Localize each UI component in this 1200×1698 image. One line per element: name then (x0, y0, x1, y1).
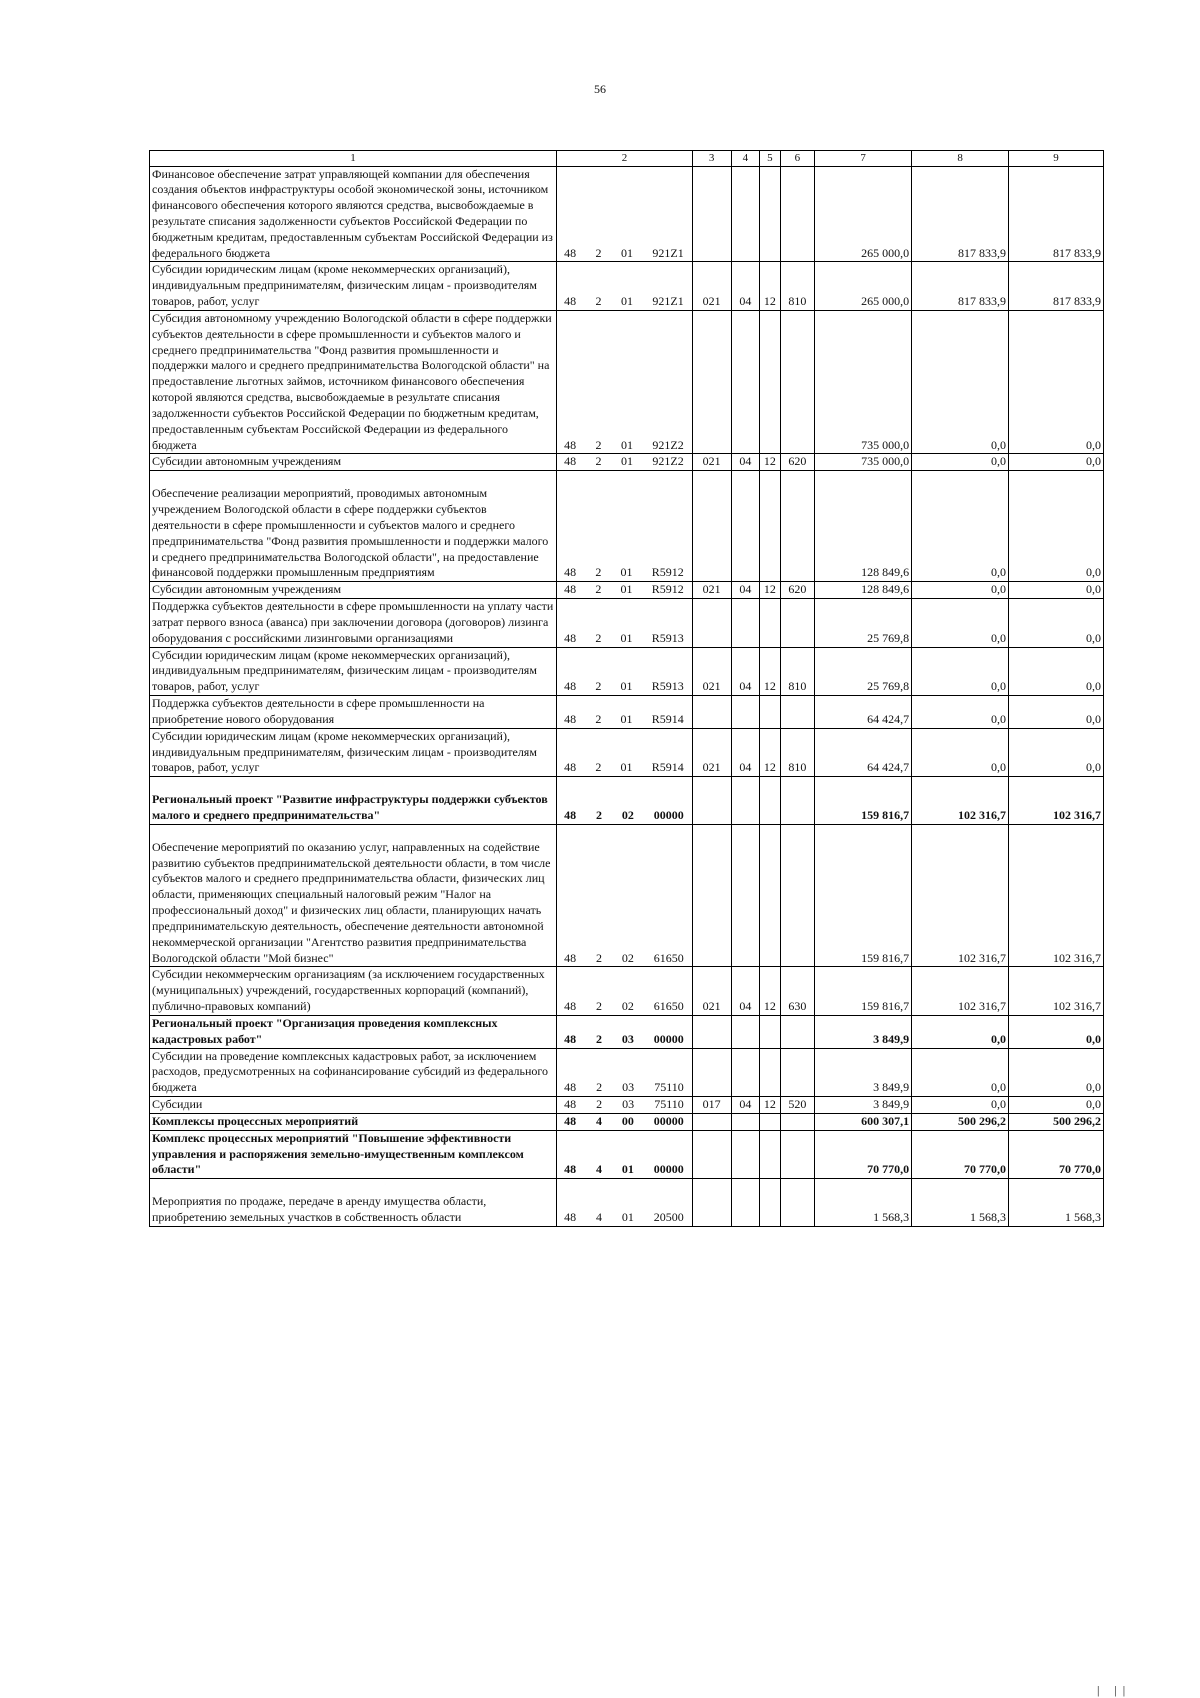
code-part: 48 (564, 679, 577, 694)
row-amount-7: 159 816,7 (815, 824, 912, 967)
row-col-6 (780, 1015, 815, 1048)
row-amount-9: 500 296,2 (1009, 1113, 1104, 1130)
code-part: R5912 (651, 582, 684, 597)
row-code (557, 1097, 693, 1114)
code-part: 48 (564, 582, 577, 597)
row-col-4 (731, 599, 760, 647)
row-col-5: 12 (760, 967, 780, 1015)
code-part: 48 (564, 999, 577, 1014)
row-description (150, 582, 557, 599)
row-col-6 (780, 824, 815, 967)
table-row (150, 647, 1104, 695)
row-description (150, 777, 557, 825)
row-amount-7: 25 769,8 (815, 599, 912, 647)
row-description-text: Субсидии юридическим лицам (кроме некоммерческих организаций), индивидуальным предпринимателям, физическим лицам - производителям товаров, работ, услуг (152, 647, 537, 694)
row-col-3: 017 (692, 1097, 731, 1114)
code-part: 921Z1 (652, 245, 684, 260)
row-col-4: 04 (731, 454, 760, 471)
row-col-3: 021 (692, 454, 731, 471)
code-part: 48 (564, 1162, 577, 1177)
row-col-5 (760, 777, 780, 825)
table-row (150, 1015, 1104, 1048)
row-amount-7: 128 849,6 (815, 582, 912, 599)
code-part: 921Z2 (652, 437, 684, 452)
row-amount-7: 159 816,7 (815, 777, 912, 825)
row-code (557, 728, 693, 776)
row-amount-8: 817 833,9 (912, 262, 1009, 310)
row-amount-8: 0,0 (912, 310, 1009, 453)
footer-mark: | || (1097, 1683, 1132, 1697)
row-description-text: Субсидия автономному учреждению Вологодской области в сфере поддержки субъектов деятельности в сфере промышленности и субъектов малого и среднего предпринимательства "Фонд развития промышленности и поддержки малого и среднего предпринимательства Вологодской области" на предоставление льготных займов, источником финансового обеспечения которой являются средства, высвобождаемые в результате списания задолженности субъектов Российской Федерации по бюджетным кредитам, предоставленным субъектам Российской Федерации из федерального бюджета (152, 310, 552, 452)
row-amount-9: 817 833,9 (1009, 262, 1104, 310)
header-cell: 3 (692, 151, 731, 167)
code-part: 2 (595, 437, 602, 452)
row-amount-8: 500 296,2 (912, 1113, 1009, 1130)
row-amount-8: 102 316,7 (912, 777, 1009, 825)
header-cell: 8 (912, 151, 1009, 167)
row-amount-9: 102 316,7 (1009, 777, 1104, 825)
row-col-4 (731, 1179, 760, 1227)
row-amount-8: 0,0 (912, 1048, 1009, 1096)
row-amount-9: 0,0 (1009, 310, 1104, 453)
header-cell: 5 (760, 151, 780, 167)
row-col-6 (780, 310, 815, 453)
row-col-5: 12 (760, 454, 780, 471)
code-part: 01 (621, 1210, 634, 1225)
code-part: 02 (621, 950, 634, 965)
row-amount-9: 0,0 (1009, 454, 1104, 471)
code-part: 02 (621, 807, 634, 822)
code-part: 2 (595, 294, 602, 309)
row-col-3 (692, 1113, 731, 1130)
code-part: 48 (564, 565, 577, 580)
table-row (150, 471, 1104, 582)
row-col-6: 810 (780, 647, 815, 695)
code-part: 48 (564, 1210, 577, 1225)
code-part: 48 (564, 1113, 577, 1128)
table-row (150, 728, 1104, 776)
code-part: 01 (621, 1162, 634, 1177)
code-part: 2 (596, 1097, 603, 1112)
row-amount-9: 102 316,7 (1009, 824, 1104, 967)
code-part: 2 (595, 950, 602, 965)
row-col-4 (731, 1015, 760, 1048)
row-amount-9: 102 316,7 (1009, 967, 1104, 1015)
table-row (150, 166, 1104, 262)
code-part: 921Z2 (652, 454, 684, 469)
row-amount-9: 0,0 (1009, 1015, 1104, 1048)
row-amount-8: 0,0 (912, 454, 1009, 471)
row-col-5 (760, 166, 780, 262)
code-part: 2 (595, 582, 602, 597)
row-col-5 (760, 1048, 780, 1096)
table-row (150, 1130, 1104, 1178)
row-code (557, 1048, 693, 1096)
code-part: 00000 (653, 1113, 684, 1128)
row-col-4: 04 (731, 728, 760, 776)
row-col-5: 12 (760, 647, 780, 695)
row-code (557, 262, 693, 310)
row-col-6 (780, 599, 815, 647)
code-part: 01 (620, 630, 633, 645)
code-part: 2 (595, 565, 602, 580)
code-part: 61650 (653, 999, 684, 1014)
header-cell: 7 (815, 151, 912, 167)
code-part: 2 (596, 1080, 603, 1095)
row-code (557, 599, 693, 647)
row-col-6 (780, 1130, 815, 1178)
code-part: 4 (595, 1210, 602, 1225)
row-col-6 (780, 471, 815, 582)
row-code (557, 1179, 693, 1227)
header-cell: 9 (1009, 151, 1104, 167)
table-row (150, 1048, 1104, 1096)
row-amount-7: 3 849,9 (815, 1097, 912, 1114)
row-col-5: 12 (760, 262, 780, 310)
code-part: 48 (564, 711, 577, 726)
row-col-3 (692, 471, 731, 582)
row-description (150, 824, 557, 967)
row-col-4: 04 (731, 967, 760, 1015)
table-row (150, 967, 1104, 1015)
row-col-5 (760, 1113, 780, 1130)
row-description (150, 696, 557, 729)
code-part: 2 (595, 807, 602, 822)
row-code (557, 1130, 693, 1178)
row-amount-9: 0,0 (1009, 582, 1104, 599)
row-amount-9: 817 833,9 (1009, 166, 1104, 262)
code-part: R5913 (651, 630, 684, 645)
row-col-3 (692, 1048, 731, 1096)
row-col-4 (731, 1048, 760, 1096)
row-amount-8: 0,0 (912, 696, 1009, 729)
code-part: 2 (595, 679, 602, 694)
code-part: 48 (564, 950, 577, 965)
code-part: 4 (595, 1162, 602, 1177)
row-col-5: 12 (760, 728, 780, 776)
row-col-3 (692, 1015, 731, 1048)
row-description-text: Поддержка субъектов деятельности в сфере промышленности на приобретение нового оборудования (152, 696, 485, 726)
row-amount-8: 0,0 (912, 599, 1009, 647)
row-amount-8: 102 316,7 (912, 967, 1009, 1015)
row-col-5: 12 (760, 582, 780, 599)
row-amount-7: 265 000,0 (815, 262, 912, 310)
table-row (150, 1179, 1104, 1227)
code-part: 00000 (653, 1162, 684, 1177)
row-description (150, 471, 557, 582)
row-description-text: Региональный проект "Организация проведения комплексных кадастровых работ" (152, 1015, 498, 1046)
row-col-3 (692, 696, 731, 729)
code-part: 01 (620, 454, 633, 469)
row-description (150, 166, 557, 262)
row-description (150, 310, 557, 453)
table-row (150, 262, 1104, 310)
row-description-text: Субсидии (152, 1097, 203, 1112)
row-col-6: 620 (780, 582, 815, 599)
row-col-6 (780, 1179, 815, 1227)
row-amount-8: 102 316,7 (912, 824, 1009, 967)
budget-table (149, 150, 1104, 1227)
row-amount-7: 3 849,9 (815, 1048, 912, 1096)
code-part: 00000 (653, 1031, 684, 1046)
code-part: 02 (621, 999, 634, 1014)
row-amount-7: 265 000,0 (815, 166, 912, 262)
row-col-3 (692, 824, 731, 967)
code-part: R5912 (651, 565, 684, 580)
table-row (150, 454, 1104, 471)
row-amount-8: 0,0 (912, 728, 1009, 776)
table-row (150, 824, 1104, 967)
row-description (150, 1179, 557, 1227)
row-amount-9: 1 568,3 (1009, 1179, 1104, 1227)
code-part: 20500 (653, 1210, 684, 1225)
row-amount-9: 0,0 (1009, 1097, 1104, 1114)
row-description-text: Обеспечение мероприятий по оказанию услуг, направленных на содействие развитию субъектов предпринимательской деятельности области, в том числе субъектов малого и среднего предпринимательства области, физических лиц области, применяющих специальный налоговый режим "Налог на профессиональный доход" и физических лиц области, планирующих начать предпринимательскую деятельность, обеспечение деятельности автономной некоммерческой организации "Агентство развития предпринимательства Вологодской области "Мой бизнес" (152, 839, 551, 965)
row-col-6: 810 (780, 728, 815, 776)
row-col-5 (760, 471, 780, 582)
row-description (150, 1048, 557, 1096)
row-description-text: Субсидии юридическим лицам (кроме некоммерческих организаций), индивидуальным предпринимателям, физическим лицам - производителям товаров, работ, услуг (152, 262, 537, 309)
row-description-text: Субсидии некоммерческим организациям (за исключением государственных (муниципальных) учреждений, государственных корпораций (компаний), публично-правовых компаний) (152, 967, 545, 1014)
code-part: R5914 (651, 711, 684, 726)
row-amount-9: 0,0 (1009, 599, 1104, 647)
row-amount-7: 735 000,0 (815, 310, 912, 453)
header-cell: 4 (731, 151, 760, 167)
header-cell: 2 (557, 151, 693, 167)
row-col-3 (692, 1179, 731, 1227)
row-col-3: 021 (692, 647, 731, 695)
row-col-6: 620 (780, 454, 815, 471)
row-description-text: Комплекс процессных мероприятий "Повышение эффективности управления и распоряжения земельно-имущественным комплексом области" (152, 1130, 524, 1177)
row-amount-9: 0,0 (1009, 647, 1104, 695)
row-amount-8: 70 770,0 (912, 1130, 1009, 1178)
row-amount-9: 0,0 (1009, 728, 1104, 776)
code-part: 01 (620, 711, 633, 726)
row-code (557, 647, 693, 695)
code-part: 01 (620, 582, 633, 597)
row-amount-9: 0,0 (1009, 471, 1104, 582)
row-col-4 (731, 824, 760, 967)
row-col-5 (760, 310, 780, 453)
row-col-5 (760, 696, 780, 729)
code-part: 48 (564, 807, 577, 822)
row-col-3 (692, 1130, 731, 1178)
table-row (150, 1097, 1104, 1114)
row-amount-7: 600 307,1 (815, 1113, 912, 1130)
row-description (150, 647, 557, 695)
row-description (150, 728, 557, 776)
row-description-text: Комплексы процессных мероприятий (152, 1113, 359, 1128)
code-part: 01 (620, 437, 633, 452)
page-number: 56 (594, 82, 606, 96)
code-part: 48 (564, 630, 577, 645)
code-part: 01 (620, 760, 633, 775)
row-amount-7: 159 816,7 (815, 967, 912, 1015)
row-col-6 (780, 777, 815, 825)
row-description-text: Поддержка субъектов деятельности в сфере промышленности на уплату части затрат первого взноса (аванса) при заключении договора (договоров) лизинга оборудования с российскими лизинговыми организациями (152, 599, 554, 645)
code-part: 2 (595, 454, 602, 469)
row-col-5 (760, 1015, 780, 1048)
row-col-6 (780, 1048, 815, 1096)
code-part: 01 (620, 294, 633, 309)
row-col-5 (760, 1130, 780, 1178)
row-col-3 (692, 166, 731, 262)
row-description-text: Региональный проект "Развитие инфраструктуры поддержки субъектов малого и среднего предпринимательства" (152, 792, 548, 822)
row-col-6 (780, 1113, 815, 1130)
row-description-text: Обеспечение реализации мероприятий, проводимых автономным учреждением Вологодской области в сфере поддержки субъектов деятельности в сфере промышленности и субъектов малого и среднего предпринимательства "Фонд развития промышленности и поддержки малого и среднего предпринимательства Вологодской области", на предоставление финансовой поддержки промышленным предприятиям (152, 486, 549, 580)
row-code (557, 824, 693, 967)
row-amount-8: 817 833,9 (912, 166, 1009, 262)
row-amount-8: 1 568,3 (912, 1179, 1009, 1227)
code-part: 01 (620, 679, 633, 694)
row-amount-7: 64 424,7 (815, 696, 912, 729)
row-col-6 (780, 696, 815, 729)
code-part: 00000 (653, 807, 684, 822)
code-part: 2 (595, 1031, 602, 1046)
code-part: 48 (564, 294, 577, 309)
row-col-4 (731, 777, 760, 825)
table-row (150, 582, 1104, 599)
code-part: 75110 (654, 1097, 684, 1112)
code-part: 48 (564, 437, 577, 452)
row-amount-9: 0,0 (1009, 1048, 1104, 1096)
code-part: 03 (622, 1097, 635, 1112)
row-col-4: 04 (731, 1097, 760, 1114)
row-col-3 (692, 599, 731, 647)
row-amount-7: 1 568,3 (815, 1179, 912, 1227)
code-part: 48 (564, 1097, 577, 1112)
row-description (150, 599, 557, 647)
code-part: 48 (564, 1080, 577, 1095)
row-code (557, 582, 693, 599)
row-col-3 (692, 777, 731, 825)
table-row (150, 310, 1104, 453)
row-col-5 (760, 824, 780, 967)
code-part: 2 (595, 999, 602, 1014)
code-part: 00 (621, 1113, 634, 1128)
row-col-4 (731, 1130, 760, 1178)
header-row (150, 151, 1104, 167)
row-col-4 (731, 310, 760, 453)
code-part: 75110 (654, 1080, 684, 1095)
row-col-5 (760, 599, 780, 647)
row-amount-7: 3 849,9 (815, 1015, 912, 1048)
row-description (150, 262, 557, 310)
row-description (150, 1130, 557, 1178)
row-description-text: Субсидии автономным учреждениям (152, 454, 342, 469)
row-code (557, 777, 693, 825)
row-description-text: Мероприятия по продаже, передаче в аренду имущества области, приобретению земельных участков в собственность области (152, 1194, 487, 1225)
row-amount-7: 70 770,0 (815, 1130, 912, 1178)
row-col-3: 021 (692, 582, 731, 599)
code-part: 2 (595, 630, 602, 645)
code-part: 921Z1 (652, 294, 684, 309)
row-amount-7: 735 000,0 (815, 454, 912, 471)
row-col-6: 630 (780, 967, 815, 1015)
row-col-3: 021 (692, 262, 731, 310)
code-part: 4 (595, 1113, 602, 1128)
row-col-4 (731, 166, 760, 262)
row-code (557, 471, 693, 582)
header-cell: 1 (150, 151, 557, 167)
code-part: R5914 (651, 760, 684, 775)
row-description (150, 1015, 557, 1048)
row-amount-8: 0,0 (912, 1015, 1009, 1048)
row-description-text: Субсидии автономным учреждениям (152, 582, 342, 597)
code-part: 48 (564, 760, 577, 775)
row-amount-9: 70 770,0 (1009, 1130, 1104, 1178)
row-col-4: 04 (731, 582, 760, 599)
row-col-6: 520 (780, 1097, 815, 1114)
row-amount-7: 25 769,8 (815, 647, 912, 695)
row-amount-8: 0,0 (912, 471, 1009, 582)
header-cell: 6 (780, 151, 815, 167)
row-col-6 (780, 166, 815, 262)
code-part: 01 (620, 565, 633, 580)
row-code (557, 1113, 693, 1130)
row-description (150, 967, 557, 1015)
row-col-4: 04 (731, 262, 760, 310)
row-description-text: Финансовое обеспечение затрат управляющей компании для обеспечения создания объектов инфраструктуры особой экономической зоны, источником финансового обеспечения которого являются средства, высвобождаемые в результате списания задолженности субъектов Российской Федерации по бюджетным кредитам, предоставленным субъектам Российской Федерации из федерального бюджета (152, 166, 553, 260)
row-col-6: 810 (780, 262, 815, 310)
row-col-4 (731, 696, 760, 729)
code-part: R5913 (651, 679, 684, 694)
code-part: 61650 (653, 950, 684, 965)
row-description (150, 1113, 557, 1130)
row-code (557, 696, 693, 729)
row-amount-7: 128 849,6 (815, 471, 912, 582)
row-amount-9: 0,0 (1009, 696, 1104, 729)
row-description (150, 1097, 557, 1114)
row-description-text: Субсидии на проведение комплексных кадастровых работ, за исключением расходов, предусмотренных на софинансирование субсидий из федерального бюджета (152, 1048, 549, 1095)
table-row (150, 696, 1104, 729)
table-row (150, 599, 1104, 647)
code-part: 48 (564, 245, 577, 260)
code-part: 2 (595, 245, 602, 260)
table-row (150, 777, 1104, 825)
row-code (557, 967, 693, 1015)
row-amount-8: 0,0 (912, 647, 1009, 695)
row-col-3 (692, 310, 731, 453)
row-description-text: Субсидии юридическим лицам (кроме некоммерческих организаций), индивидуальным предпринимателям, физическим лицам - производителям товаров, работ, услуг (152, 728, 537, 775)
row-code (557, 166, 693, 262)
row-amount-8: 0,0 (912, 1097, 1009, 1114)
row-code (557, 454, 693, 471)
row-col-4 (731, 1113, 760, 1130)
code-part: 2 (595, 711, 602, 726)
code-part: 48 (564, 454, 577, 469)
row-description (150, 454, 557, 471)
row-col-5: 12 (760, 1097, 780, 1114)
code-part: 03 (622, 1080, 635, 1095)
row-amount-8: 0,0 (912, 582, 1009, 599)
row-col-5 (760, 1179, 780, 1227)
row-amount-7: 64 424,7 (815, 728, 912, 776)
row-col-3: 021 (692, 728, 731, 776)
code-part: 03 (621, 1031, 634, 1046)
row-col-4: 04 (731, 647, 760, 695)
row-col-3: 021 (692, 967, 731, 1015)
row-col-4 (731, 471, 760, 582)
code-part: 01 (620, 245, 633, 260)
code-part: 2 (595, 760, 602, 775)
table-row (150, 1113, 1104, 1130)
row-code (557, 310, 693, 453)
code-part: 48 (564, 1031, 577, 1046)
row-code (557, 1015, 693, 1048)
